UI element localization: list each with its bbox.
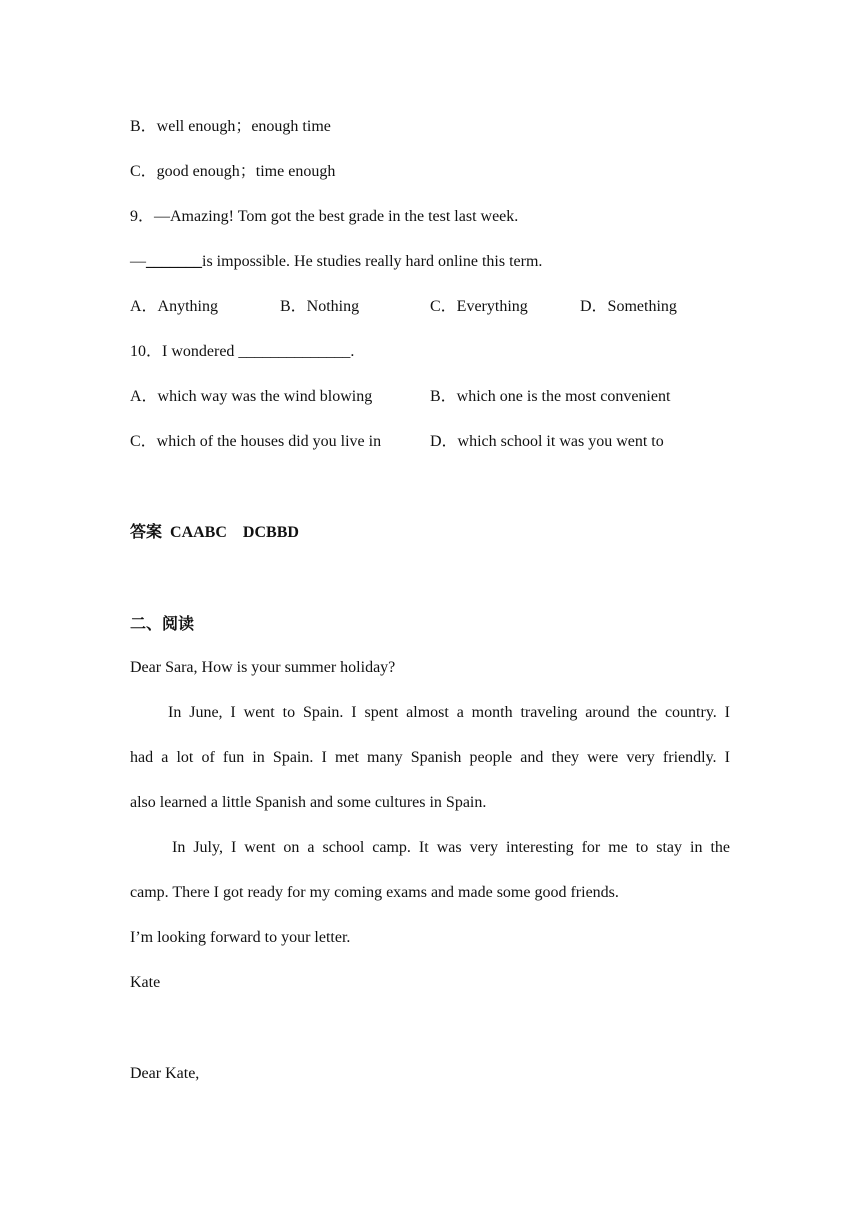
letter-p1-line2: had a lot of fun in Spain. I met many Spanish people and they were very friendly. I bbox=[130, 749, 730, 766]
answer-label: 答案 bbox=[130, 522, 163, 541]
letter-p1-line3: also learned a little Spanish and some cultures in Spain. bbox=[130, 794, 487, 811]
q8-option-c: C．good enough；time enough bbox=[130, 163, 336, 180]
q9-reply bbox=[130, 252, 542, 272]
section-heading: 二、阅读 bbox=[130, 614, 195, 633]
answer-keys-1: CAABC bbox=[170, 524, 227, 541]
q10-option-d: D．which school it was you went to bbox=[430, 433, 664, 450]
answer-key bbox=[130, 522, 299, 543]
letter-signature: Kate bbox=[130, 974, 161, 991]
q9-option-c: C．Everything bbox=[430, 298, 528, 315]
q9-reply-dash: — bbox=[130, 253, 146, 270]
q9-reply-rest: is impossible. He studies really hard online this term. bbox=[202, 253, 543, 270]
letter-greeting: Dear Sara, How is your summer holiday? bbox=[130, 659, 396, 676]
letter-p2-line2: camp. There I got ready for my coming exams and made some good friends. bbox=[130, 884, 619, 901]
q9-option-d: D．Something bbox=[580, 298, 677, 315]
q10-option-c: C．which of the houses did you live in bbox=[130, 433, 382, 450]
letter-p1-line1: In June, I went to Spain. I spent almost a month traveling around the country. I bbox=[168, 704, 730, 721]
letter-closing: I’m looking forward to your letter. bbox=[130, 929, 351, 946]
q10-stem: 10．I wondered ______________. bbox=[130, 343, 355, 360]
letter-p2-line1: In July, I went on a school camp. It was very interesting for me to stay in the bbox=[172, 839, 730, 856]
answer-keys-2: DCBBD bbox=[242, 524, 299, 541]
q10-option-b: B．which one is the most convenient bbox=[430, 388, 671, 405]
q9-option-a: A．Anything bbox=[130, 298, 219, 315]
reply-greeting: Dear Kate, bbox=[130, 1065, 200, 1082]
q9-reply-blank: _______ bbox=[146, 253, 202, 270]
q8-option-b: B．well enough；enough time bbox=[130, 118, 331, 135]
q9-option-b: B．Nothing bbox=[280, 298, 360, 315]
q9-stem: 9．—Amazing! Tom got the best grade in the test last week. bbox=[130, 208, 519, 225]
q10-option-a: A．which way was the wind blowing bbox=[130, 388, 373, 405]
